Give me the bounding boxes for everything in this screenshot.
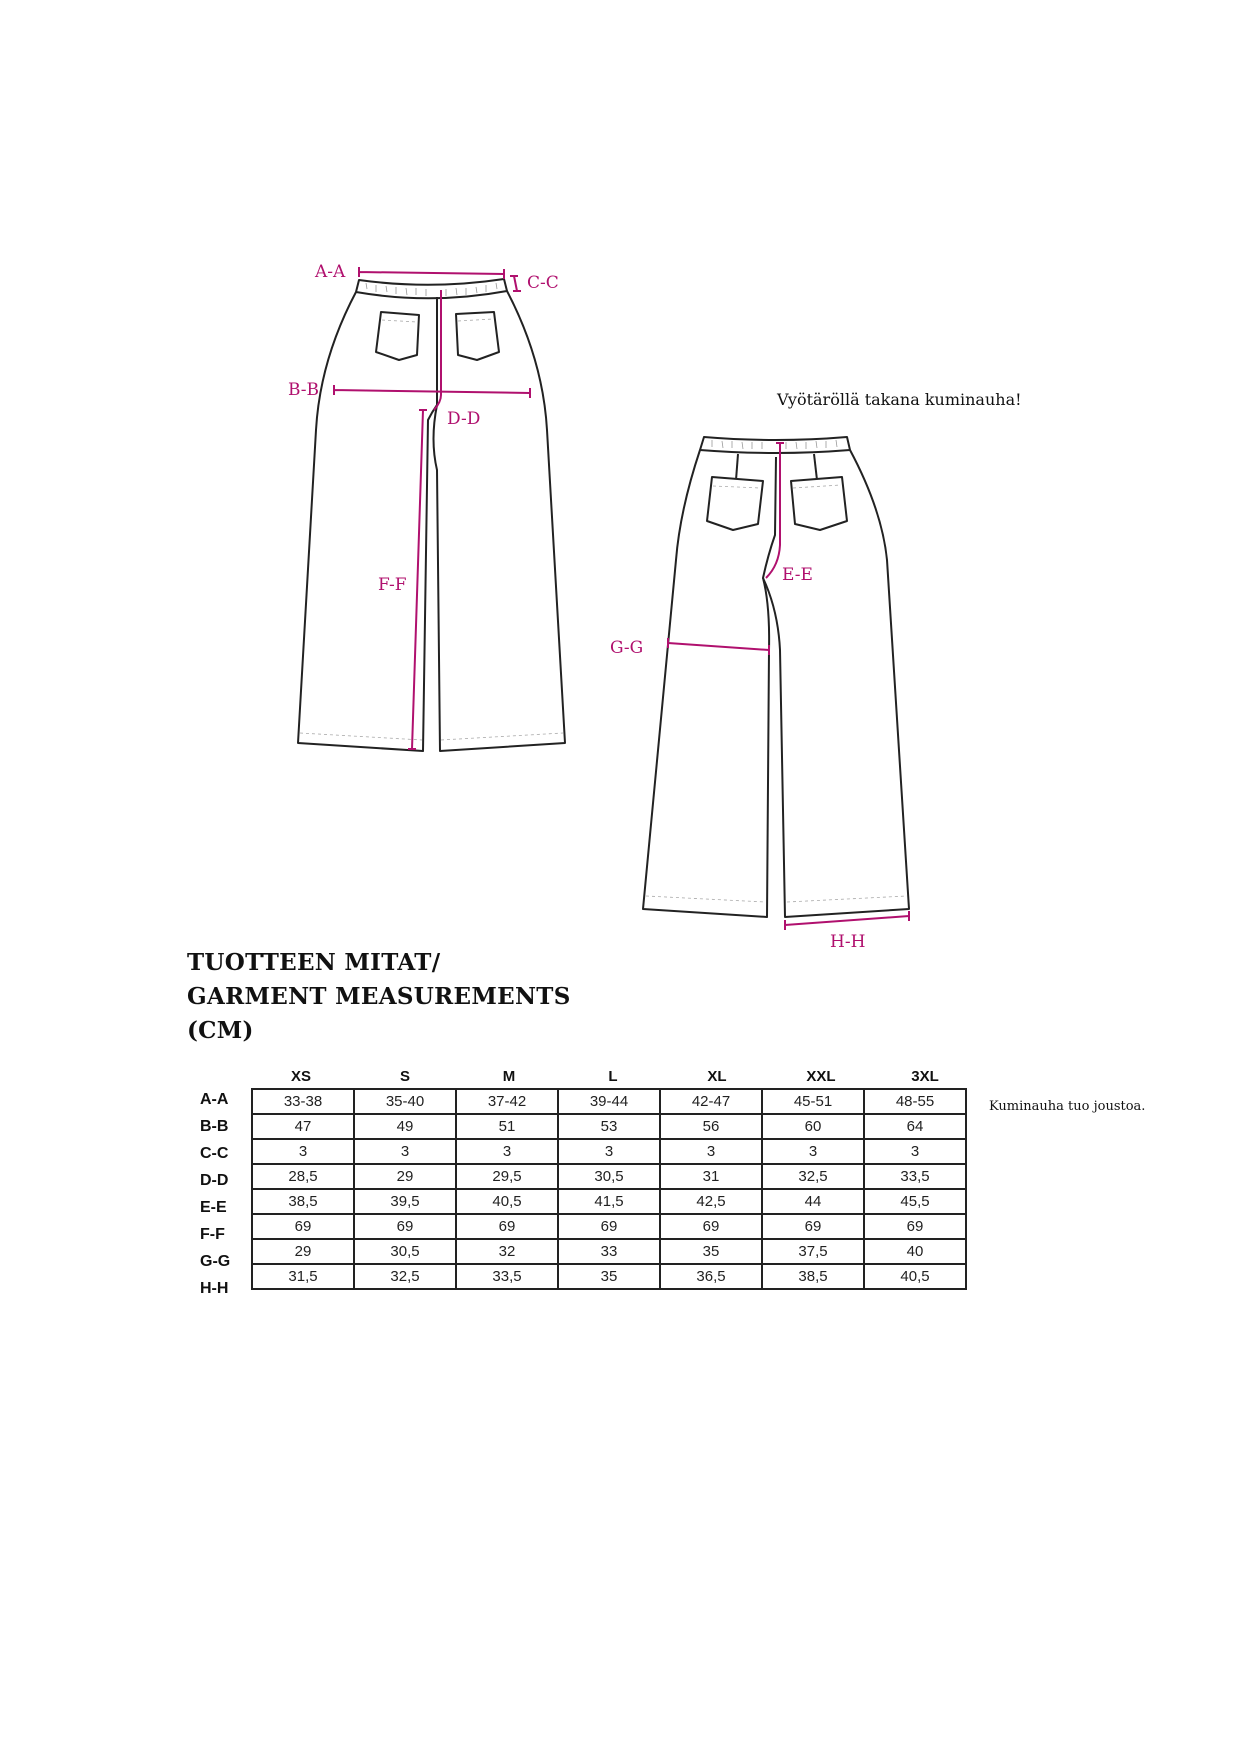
front-measure-lines	[334, 267, 530, 749]
table-cell: 37,5	[762, 1239, 864, 1264]
table-cell: 44	[762, 1189, 864, 1214]
table-cell: 33,5	[864, 1164, 966, 1189]
table-cell: 38,5	[762, 1264, 864, 1289]
front-left-leg	[298, 292, 437, 751]
table-cell: 29	[252, 1239, 354, 1264]
back-measure-lines	[668, 443, 909, 930]
table-cell: 69	[558, 1214, 660, 1239]
row-label: B-B	[200, 1118, 229, 1135]
table-cell: 30,5	[558, 1164, 660, 1189]
row-label: E-E	[200, 1199, 227, 1216]
size-header: XXL	[806, 1068, 836, 1085]
label-bb: B-B	[288, 380, 320, 400]
table-cell: 69	[762, 1214, 864, 1239]
row-label: A-A	[200, 1091, 229, 1108]
size-header: 3XL	[911, 1068, 939, 1085]
table-cell: 40	[864, 1239, 966, 1264]
label-ff: F-F	[378, 575, 407, 595]
measure-bb-line	[334, 385, 530, 398]
label-hh: H-H	[830, 932, 866, 952]
row-label: D-D	[200, 1172, 229, 1189]
back-waist-note: Vyötäröllä takana kuminauha!	[777, 390, 1022, 409]
table-cell: 42-47	[660, 1089, 762, 1114]
table-cell: 49	[354, 1114, 456, 1139]
table-row	[252, 1239, 966, 1264]
table-cell: 3	[354, 1139, 456, 1164]
table-cell: 3	[252, 1139, 354, 1164]
table-cell: 38,5	[252, 1189, 354, 1214]
label-aa: A-A	[315, 262, 346, 282]
heading-line-2: GARMENT MEASUREMENTS	[187, 983, 571, 1010]
table-cell: 69	[660, 1214, 762, 1239]
table-cell: 33	[558, 1239, 660, 1264]
table-cell: 64	[864, 1114, 966, 1139]
size-header: S	[399, 1068, 410, 1085]
table-cell: 69	[354, 1214, 456, 1239]
table-row	[252, 1264, 966, 1289]
front-pocket-right	[456, 312, 499, 360]
table-cell: 29,5	[456, 1164, 558, 1189]
front-pants-drawing	[298, 279, 565, 751]
table-cell: 60	[762, 1114, 864, 1139]
table-cell: 40,5	[456, 1189, 558, 1214]
table-cell: 48-55	[864, 1089, 966, 1114]
row-label: H-H	[200, 1280, 229, 1297]
table-cell: 31	[660, 1164, 762, 1189]
table-row	[252, 1089, 966, 1114]
page-heading	[187, 946, 571, 1048]
table-cell: 39-44	[558, 1089, 660, 1114]
table-cell: 29	[354, 1164, 456, 1189]
table-cell: 42,5	[660, 1189, 762, 1214]
table-cell: 35-40	[354, 1089, 456, 1114]
table-cell: 69	[252, 1214, 354, 1239]
front-waistband	[356, 279, 507, 298]
table-cell: 3	[660, 1139, 762, 1164]
back-pocket-left	[707, 477, 763, 530]
table-cell: 32,5	[762, 1164, 864, 1189]
measure-cc-line	[510, 276, 521, 291]
table-cell: 56	[660, 1114, 762, 1139]
elastic-note: Kuminauha tuo joustoa.	[989, 1099, 1146, 1114]
row-label: G-G	[200, 1253, 231, 1270]
table-cell: 28,5	[252, 1164, 354, 1189]
table-cell: 35	[558, 1264, 660, 1289]
table-row	[252, 1164, 966, 1189]
table-cell: 36,5	[660, 1264, 762, 1289]
table-cell: 45,5	[864, 1189, 966, 1214]
table-cell: 40,5	[864, 1264, 966, 1289]
label-cc: C-C	[527, 273, 559, 293]
table-cell: 3	[762, 1139, 864, 1164]
size-header: XS	[290, 1068, 311, 1085]
measure-aa-line	[359, 267, 504, 279]
size-table	[251, 1088, 967, 1290]
table-cell: 41,5	[558, 1189, 660, 1214]
table-row	[252, 1214, 966, 1239]
front-pocket-left	[376, 312, 419, 360]
heading-line-1: TUOTTEEN MITAT/	[187, 949, 441, 976]
size-header: XL	[707, 1068, 727, 1085]
size-header: M	[502, 1068, 516, 1085]
label-ee: E-E	[782, 565, 813, 585]
table-cell: 32	[456, 1239, 558, 1264]
size-header: L	[608, 1068, 618, 1085]
measure-gg-line	[668, 638, 769, 655]
front-right-leg	[434, 291, 566, 751]
table-cell: 33,5	[456, 1264, 558, 1289]
table-cell: 3	[864, 1139, 966, 1164]
row-label: C-C	[200, 1145, 229, 1162]
label-dd: D-D	[447, 409, 481, 429]
back-yoke-right	[814, 454, 817, 480]
table-cell: 35	[660, 1239, 762, 1264]
table-cell: 3	[456, 1139, 558, 1164]
table-cell: 47	[252, 1114, 354, 1139]
table-cell: 32,5	[354, 1264, 456, 1289]
table-cell: 39,5	[354, 1189, 456, 1214]
table-row	[252, 1114, 966, 1139]
table-row	[252, 1189, 966, 1214]
table-cell: 51	[456, 1114, 558, 1139]
heading-line-3: (CM)	[187, 1017, 254, 1044]
table-cell: 45-51	[762, 1089, 864, 1114]
table-cell: 31,5	[252, 1264, 354, 1289]
table-row	[252, 1139, 966, 1164]
table-cell: 3	[558, 1139, 660, 1164]
table-cell: 69	[864, 1214, 966, 1239]
table-cell: 69	[456, 1214, 558, 1239]
table-cell: 30,5	[354, 1239, 456, 1264]
back-yoke-left	[736, 454, 738, 480]
back-pocket-right	[791, 477, 847, 530]
table-cell: 53	[558, 1114, 660, 1139]
table-cell: 33-38	[252, 1089, 354, 1114]
back-pants-drawing	[643, 437, 909, 917]
row-label: F-F	[200, 1226, 225, 1243]
label-gg: G-G	[610, 638, 644, 658]
table-cell: 37-42	[456, 1089, 558, 1114]
